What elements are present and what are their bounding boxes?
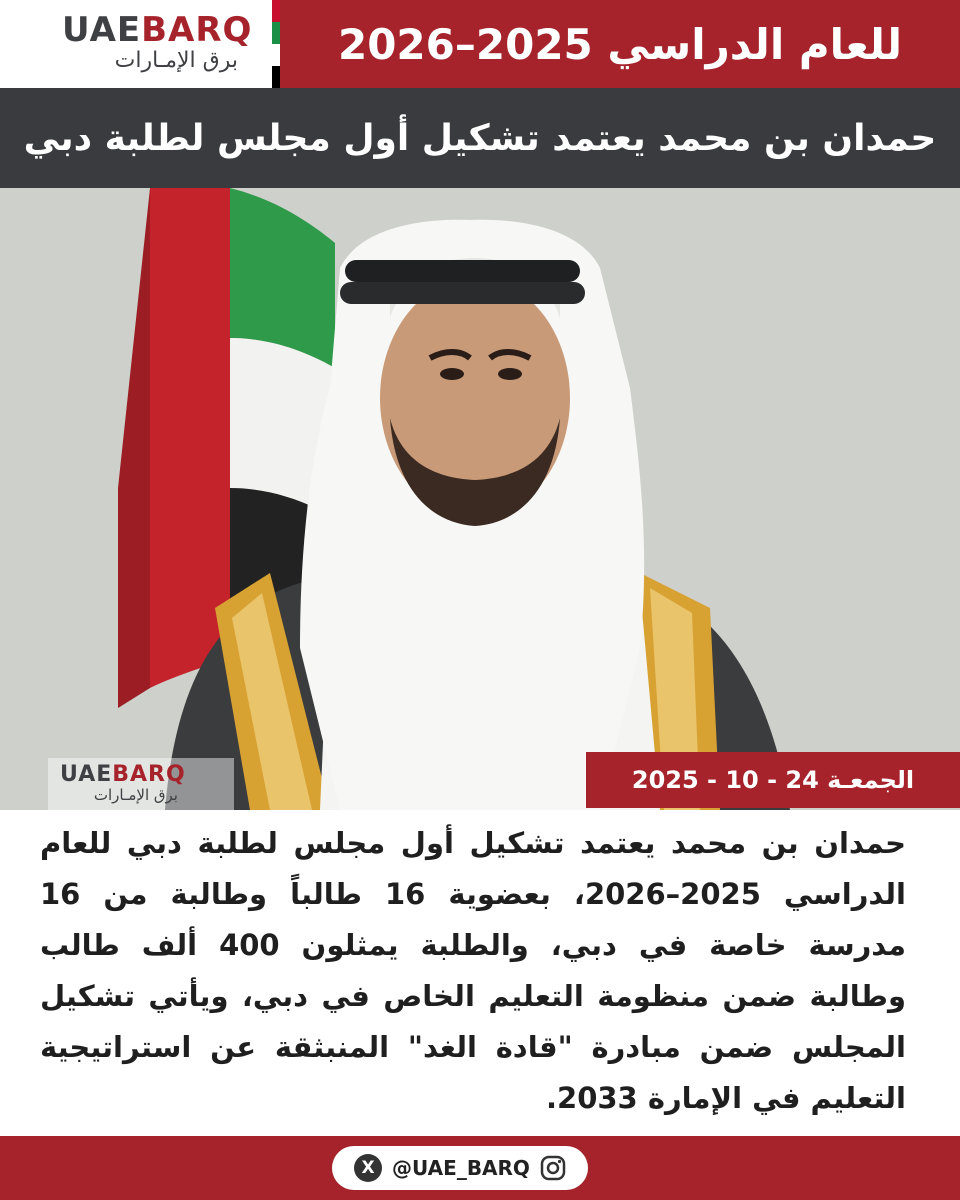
date-badge: الجمعـة 24 - 10 - 2025 (586, 752, 960, 808)
brand-logo (0, 0, 272, 88)
photo-watermark (48, 758, 234, 810)
top-band (0, 0, 960, 88)
uae-flag-strip (272, 0, 280, 88)
footer (0, 1136, 960, 1200)
x-icon[interactable]: X (354, 1154, 382, 1182)
article-body: حمدان بن محمد يعتمد تشكيل أول مجلس لطلبة دبي للعام الدراسي 2025–2026، بعضوية 16 طالباً وطالبة من 16 مدرسة خاصة في دبي، والطلبة يمثلون 400 ألف طالب وطالبة ضمن منظومة التعليم الخاص في دبي، ويأتي تشكيل المجلس ضمن مبادرة "قادة الغد" المنبثقة عن استراتيجية التعليم في الإمارة 2033. (40, 826, 906, 1115)
logo-wordmark: UAEBARQ (62, 10, 253, 50)
portrait-photo (0, 188, 960, 810)
logo-arabic-text: برق الإمـارات (114, 48, 238, 73)
social-handle[interactable]: @UAE_BARQ (392, 1156, 530, 1180)
watermark-wordmark: UAEBARQ (60, 762, 186, 787)
instagram-icon[interactable] (540, 1155, 566, 1181)
academic-year-banner: للعام الدراسي 2025–2026 (280, 0, 960, 88)
social-handle-pill[interactable] (332, 1146, 588, 1190)
portrait-illustration (0, 188, 960, 810)
watermark-arabic-text: برق الإمـارات (93, 786, 178, 804)
headline: حمدان بن محمد يعتمد تشكيل أول مجلس لطلبة دبي (0, 88, 960, 188)
